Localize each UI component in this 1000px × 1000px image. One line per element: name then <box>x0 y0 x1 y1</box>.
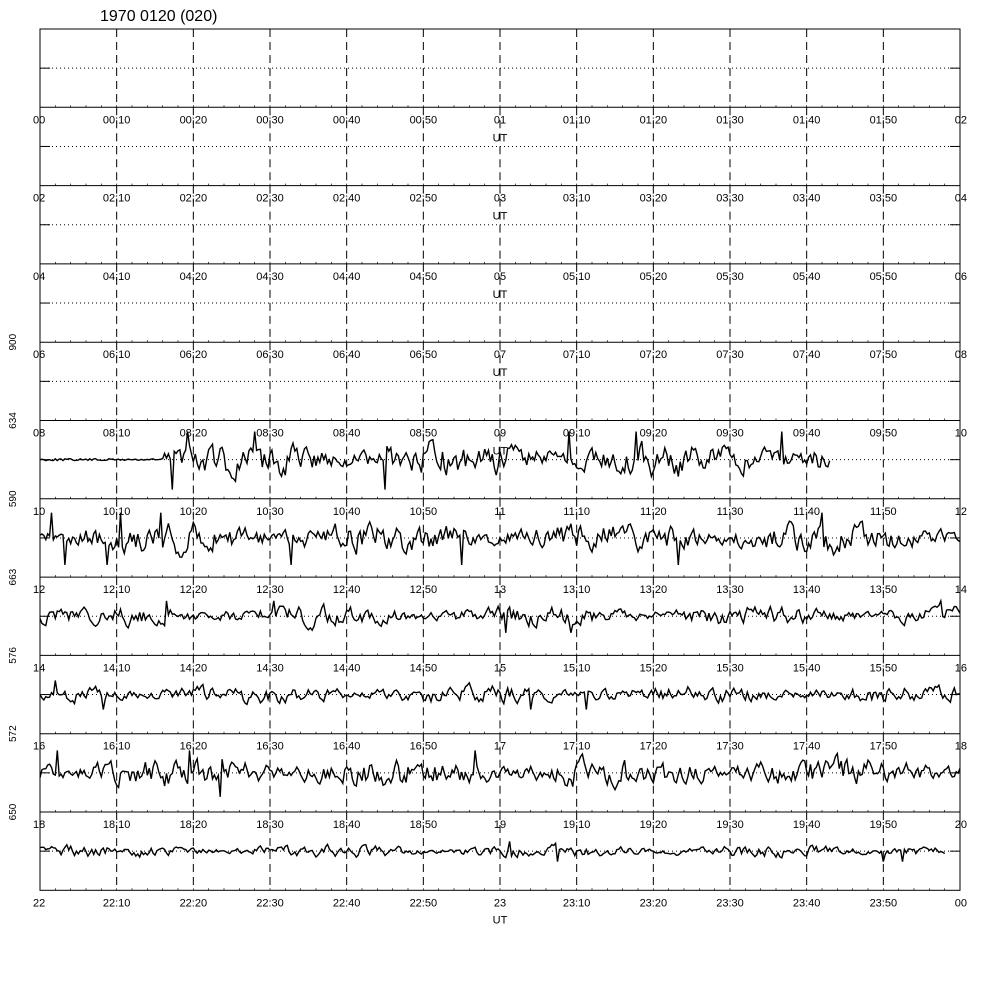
x-tick-label: 12:40 <box>332 584 361 597</box>
x-tick-label: 05:30 <box>716 270 744 283</box>
x-tick-label: 18:50 <box>409 819 438 831</box>
x-tick-label: 18 <box>954 740 967 753</box>
x-tick-label: 16 <box>954 662 967 675</box>
x-tick-label: 01:20 <box>639 114 668 127</box>
x-tick-label: 18:10 <box>102 819 131 831</box>
x-tick-label: 07:50 <box>869 349 898 362</box>
y-axis-label: 650 <box>8 803 19 821</box>
x-tick-label: 05:20 <box>639 270 668 283</box>
x-tick-label: 02:30 <box>256 192 284 205</box>
x-tick-label: 22:50 <box>409 897 438 910</box>
x-tick-label: 22:40 <box>332 897 361 910</box>
x-tick-label: 06:50 <box>409 349 438 362</box>
x-tick-label: 23:50 <box>869 897 898 910</box>
x-tick-label: 00:10 <box>102 114 131 127</box>
x-tick-label: 19:50 <box>869 819 898 831</box>
x-tick-label: 16 <box>33 740 46 753</box>
x-tick-label: 09:30 <box>716 427 744 440</box>
x-tick-label: 04:30 <box>256 270 284 283</box>
x-tick-label: 17 <box>493 740 507 753</box>
x-tick-label: 23:10 <box>562 897 591 910</box>
x-tick-label: 07:40 <box>792 349 821 362</box>
x-tick-label: 19:40 <box>792 819 821 831</box>
x-tick-label: 04 <box>33 270 46 283</box>
x-axis-label: UT <box>492 132 508 145</box>
x-tick-label: 09:20 <box>639 427 668 440</box>
x-tick-label: 15:20 <box>639 662 668 675</box>
x-tick-label: 13:30 <box>716 584 744 597</box>
x-tick-label: 12:30 <box>256 584 284 597</box>
x-tick-label: 04:20 <box>179 270 208 283</box>
x-tick-label: 00 <box>33 114 46 127</box>
x-tick-label: 00:50 <box>409 114 438 127</box>
x-tick-label: 05:10 <box>562 270 591 283</box>
panels <box>8 29 967 926</box>
x-tick-label: 00:40 <box>332 114 361 127</box>
data-trace <box>40 432 830 490</box>
x-tick-label: 09:10 <box>562 427 591 440</box>
x-tick-label: 01 <box>493 114 507 127</box>
x-axis-label: UT <box>492 288 508 301</box>
x-tick-label: 15 <box>493 662 507 675</box>
x-tick-label: 02:10 <box>102 192 131 205</box>
x-tick-label: 17:40 <box>792 740 821 753</box>
x-tick-label: 07:10 <box>562 349 591 362</box>
x-tick-label: 12 <box>954 505 967 518</box>
x-tick-label: 14:30 <box>256 662 284 675</box>
x-tick-label: 14 <box>954 584 967 597</box>
x-axis-label: UT <box>492 367 508 380</box>
x-tick-label: 22:10 <box>102 897 131 910</box>
x-tick-label: 19:20 <box>639 819 668 831</box>
x-tick-label: 03:50 <box>869 192 898 205</box>
x-tick-label: 09 <box>493 427 507 440</box>
x-tick-label: 16:20 <box>179 740 208 753</box>
x-tick-label: 16:10 <box>102 740 131 753</box>
x-tick-label: 20 <box>954 819 967 831</box>
x-tick-label: 18 <box>33 819 46 831</box>
x-tick-label: 23:40 <box>792 897 821 910</box>
y-axis-label: 590 <box>8 490 19 508</box>
x-tick-label: 01:30 <box>716 114 744 127</box>
x-tick-label: 11:40 <box>793 505 821 518</box>
x-tick-label: 18:30 <box>256 819 284 831</box>
x-tick-label: 10:40 <box>332 505 361 518</box>
x-tick-label: 15:30 <box>716 662 744 675</box>
x-axis-label: UT <box>492 914 508 927</box>
x-tick-label: 14:40 <box>332 662 361 675</box>
x-tick-label: 17:50 <box>869 740 898 753</box>
x-tick-label: 15:40 <box>792 662 821 675</box>
chart-title: 1970 0120 (020) <box>100 8 218 25</box>
x-tick-label: 03:20 <box>639 192 668 205</box>
x-tick-label: 16:50 <box>409 740 438 753</box>
x-tick-label: 18:20 <box>179 819 208 831</box>
x-tick-label: 16:30 <box>256 740 284 753</box>
x-tick-label: 07:20 <box>639 349 668 362</box>
x-tick-label: 02:20 <box>179 192 208 205</box>
x-tick-label: 09:40 <box>792 427 821 440</box>
x-tick-label: 11:10 <box>563 505 591 518</box>
x-tick-label: 22 <box>33 897 46 910</box>
x-tick-label: 18:40 <box>332 819 361 831</box>
x-tick-label: 06:10 <box>102 349 131 362</box>
x-tick-label: 00:30 <box>256 114 284 127</box>
x-tick-label: 08:20 <box>179 427 208 440</box>
x-tick-label: 23:30 <box>716 897 744 910</box>
x-tick-label: 02 <box>954 114 967 127</box>
x-tick-label: 22:20 <box>179 897 208 910</box>
x-tick-label: 11:30 <box>716 505 744 518</box>
x-tick-label: 12:20 <box>179 584 208 597</box>
x-tick-label: 02 <box>33 192 46 205</box>
x-tick-label: 19:10 <box>562 819 591 831</box>
x-tick-label: 01:50 <box>869 114 898 127</box>
x-tick-label: 13:20 <box>639 584 668 597</box>
x-tick-label: 08 <box>954 349 967 362</box>
x-tick-label: 14:20 <box>179 662 208 675</box>
x-tick-label: 04:40 <box>332 270 361 283</box>
x-tick-label: 08:30 <box>256 427 284 440</box>
x-tick-label: 03 <box>493 192 507 205</box>
x-tick-label: 23:20 <box>639 897 668 910</box>
x-tick-label: 23 <box>493 897 507 910</box>
x-tick-label: 11 <box>494 505 506 518</box>
x-tick-label: 02:40 <box>332 192 361 205</box>
x-tick-label: 08:40 <box>332 427 361 440</box>
x-tick-label: 22:30 <box>256 897 284 910</box>
x-tick-label: 02:50 <box>409 192 438 205</box>
x-tick-label: 05:50 <box>869 270 898 283</box>
x-tick-label: 07:30 <box>716 349 744 362</box>
x-tick-label: 13:40 <box>792 584 821 597</box>
x-tick-label: 12 <box>33 584 46 597</box>
x-tick-label: 03:10 <box>562 192 591 205</box>
x-tick-label: 15:50 <box>869 662 898 675</box>
x-tick-label: 19 <box>493 819 507 831</box>
x-tick-label: 17:20 <box>639 740 668 753</box>
x-tick-label: 08 <box>33 427 46 440</box>
x-tick-label: 08:50 <box>409 427 438 440</box>
x-tick-label: 03:40 <box>792 192 821 205</box>
x-tick-label: 12:10 <box>102 584 131 597</box>
x-tick-label: 05:40 <box>792 270 821 283</box>
x-tick-label: 13:10 <box>562 584 591 597</box>
x-tick-label: 11:20 <box>639 505 667 518</box>
x-tick-label: 04 <box>954 192 967 205</box>
x-tick-label: 12:50 <box>409 584 438 597</box>
x-tick-label: 13:50 <box>869 584 898 597</box>
x-tick-label: 17:10 <box>562 740 591 753</box>
x-tick-label: 00 <box>954 897 967 910</box>
x-tick-label: 09:50 <box>869 427 898 440</box>
x-axis-label: UT <box>492 445 508 458</box>
x-tick-label: 00:20 <box>179 114 208 127</box>
x-tick-label: 07 <box>493 349 507 362</box>
x-tick-label: 04:50 <box>409 270 438 283</box>
x-tick-label: 15:10 <box>562 662 591 675</box>
y-axis-label: 663 <box>8 568 19 586</box>
x-tick-label: 11:50 <box>869 505 897 518</box>
x-tick-label: 13 <box>493 584 507 597</box>
x-tick-label: 10:10 <box>102 505 131 518</box>
x-tick-label: 10:20 <box>179 505 208 518</box>
y-axis-label: 634 <box>8 412 19 429</box>
x-tick-label: 06 <box>954 270 967 283</box>
x-tick-label: 10:50 <box>409 505 438 518</box>
x-tick-label: 03:30 <box>716 192 744 205</box>
x-tick-label: 01:40 <box>792 114 821 127</box>
x-tick-label: 16:40 <box>332 740 361 753</box>
x-tick-label: 05 <box>493 270 507 283</box>
x-tick-label: 06:30 <box>256 349 284 362</box>
x-tick-label: 17:30 <box>716 740 744 753</box>
x-tick-label: 10:30 <box>256 505 284 518</box>
x-tick-label: 04:10 <box>102 270 131 283</box>
y-axis-label: 572 <box>8 725 19 743</box>
x-tick-label: 06 <box>33 349 46 362</box>
y-axis-label: 576 <box>8 647 19 664</box>
x-tick-label: 06:40 <box>332 349 361 362</box>
x-tick-label: 06:20 <box>179 349 208 362</box>
x-tick-label: 14 <box>33 662 46 675</box>
y-axis-label: 900 <box>8 333 19 351</box>
x-tick-label: 19:30 <box>716 819 744 831</box>
x-tick-label: 14:10 <box>102 662 131 675</box>
x-tick-label: 08:10 <box>102 427 131 440</box>
x-tick-label: 10 <box>33 505 46 518</box>
x-axis-label: UT <box>492 210 508 223</box>
x-tick-label: 01:10 <box>562 114 591 127</box>
x-tick-label: 14:50 <box>409 662 438 675</box>
x-tick-label: 10 <box>954 427 967 440</box>
